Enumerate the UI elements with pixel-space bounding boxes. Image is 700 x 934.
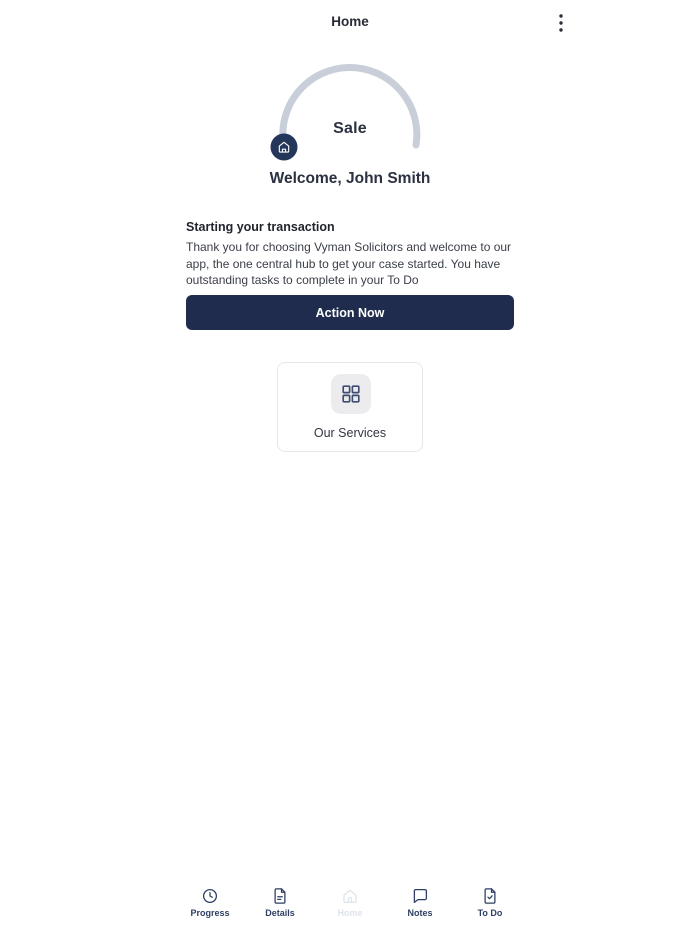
kebab-menu-icon[interactable] <box>549 8 573 38</box>
nav-item-progress[interactable] <box>175 886 245 932</box>
nav-item-details[interactable] <box>245 886 315 932</box>
intro-section <box>186 220 516 289</box>
nav-item-notes[interactable] <box>385 886 455 932</box>
progress-gauge <box>265 58 435 168</box>
document-icon <box>271 886 289 905</box>
kebab-dots <box>553 10 569 36</box>
nav-label: Notes <box>407 908 433 918</box>
page-title: Home <box>331 14 369 29</box>
welcome-heading: Welcome, John Smith <box>269 170 431 187</box>
nav-label: Home <box>337 908 363 918</box>
nav-label: Progress <box>190 908 230 918</box>
clock-icon <box>201 886 219 905</box>
intro-body: Thank you for choosing Vyman Solicitors and welcome to our app, the one central hub to get your case started. You have outstanding tasks to complete in your To Do <box>186 240 512 287</box>
our-services-card[interactable] <box>277 362 423 452</box>
action-now-button[interactable]: Action Now <box>186 295 514 330</box>
transaction-type-label: Sale <box>333 120 367 137</box>
nav-label: Details <box>265 908 295 918</box>
grid-icon <box>340 383 362 405</box>
chat-icon <box>411 886 429 905</box>
nav-item-home[interactable] <box>315 886 385 932</box>
nav-label: To Do <box>477 908 503 918</box>
task-check-icon <box>481 886 499 905</box>
services-icon-tile <box>331 374 371 414</box>
home-icon <box>341 886 359 905</box>
bottom-navigation <box>175 886 525 932</box>
nav-item-todo[interactable] <box>455 886 525 932</box>
intro-heading: Starting your transaction <box>186 220 335 234</box>
services-card-label: Our Services <box>313 426 387 440</box>
